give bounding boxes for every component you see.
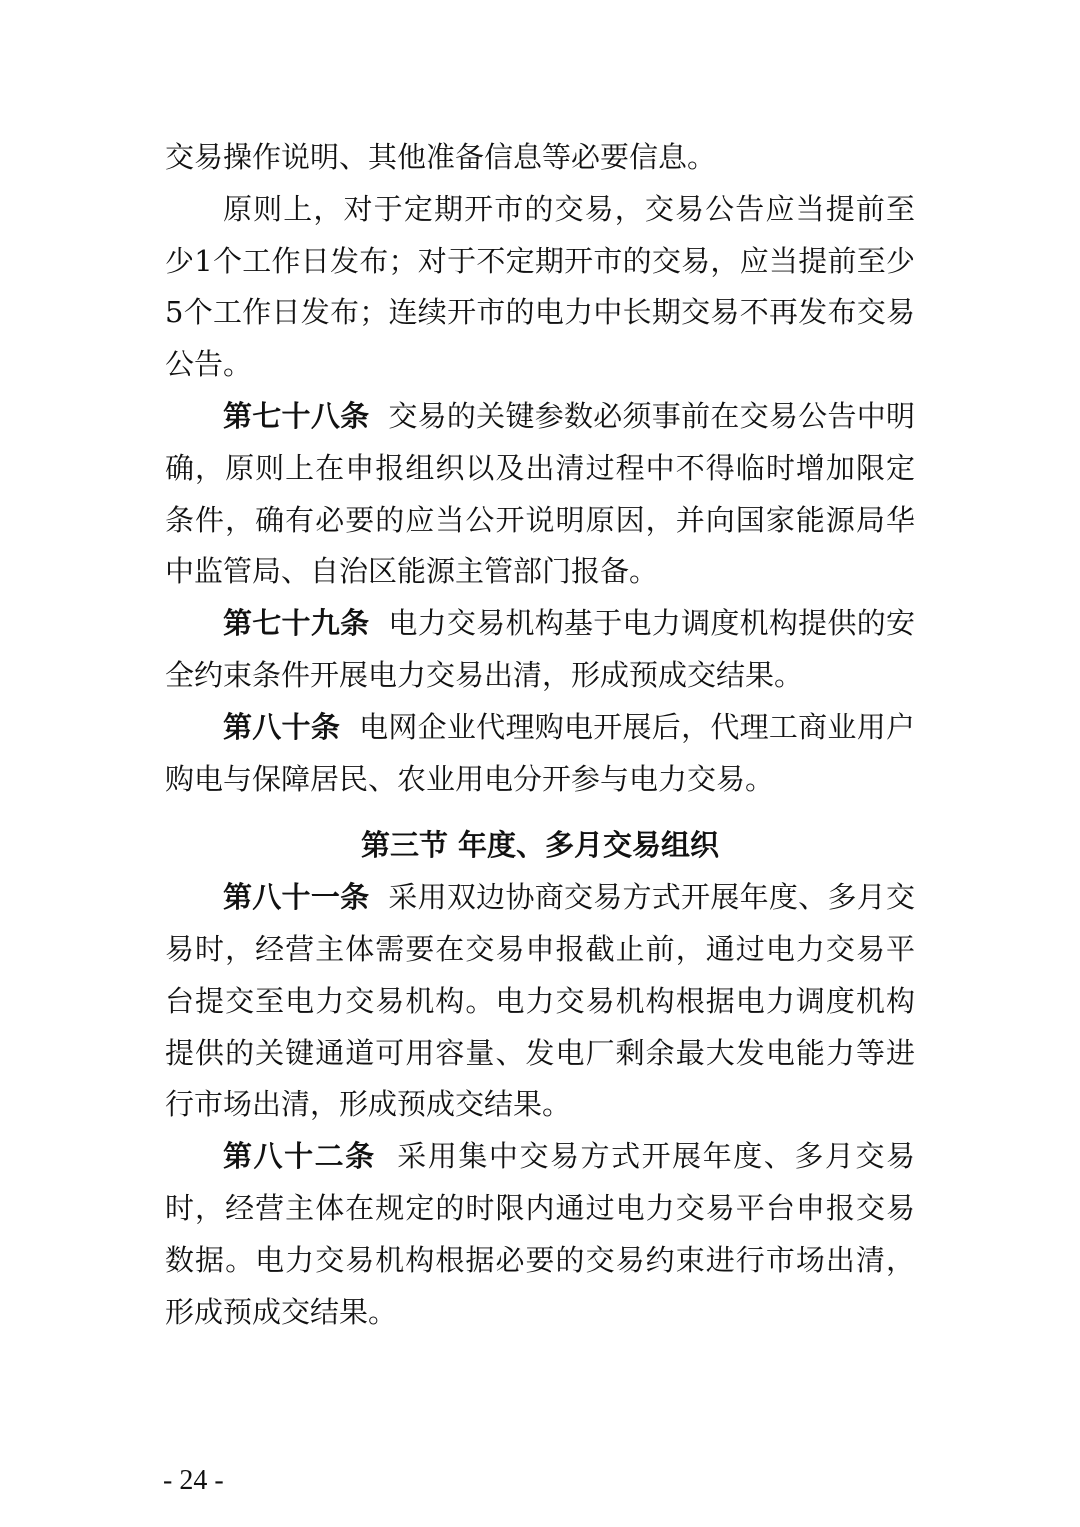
article-80-text: 电网企业代理购电开展后，代理工商业用户购电与保障居民、农业用电分开参与电力交易。 — [165, 709, 915, 796]
article-80-label: 第八十条 — [223, 709, 341, 744]
article-79 — [165, 598, 915, 702]
article-80 — [165, 702, 915, 806]
page-number: - 24 - — [163, 1465, 224, 1496]
article-81-text: 采用双边协商交易方式开展年度、多月交易时，经营主体需要在交易申报截止前，通过电力交易平台提交至电力交易机构。电力交易机构根据电力调度机构提供的关键通道可用容量、发电厂剩余最大发电能力等进行市场出清，形成预成交结果。 — [165, 880, 915, 1122]
article-81-label: 第八十一条 — [223, 880, 370, 915]
article-81 — [165, 872, 915, 1131]
paragraph-announcement-timing: 原则上，对于定期开市的交易，交易公告应当提前至少1个工作日发布；对于不定期开市的交易，应当提前至少5个工作日发布；连续开市的电力中长期交易不再发布交易公告。 — [165, 191, 915, 382]
paragraph-continuation: 交易操作说明、其他准备信息等必要信息。 — [165, 140, 717, 174]
article-82-label: 第八十二条 — [223, 1139, 376, 1174]
article-82 — [165, 1131, 915, 1338]
article-79-label: 第七十九条 — [223, 606, 370, 641]
article-79-text: 电力交易机构基于电力调度机构提供的安全约束条件开展电力交易出清，形成预成交结果。 — [165, 606, 915, 692]
body-text — [165, 132, 915, 1338]
article-78-label: 第七十八条 — [223, 398, 370, 433]
section-heading: 第三节 年度、多月交易组织 — [360, 828, 720, 863]
article-78 — [165, 391, 915, 598]
article-78-text: 交易的关键参数必须事前在交易公告中明确，原则上在申报组织以及出清过程中不得临时增加限定条件，确有必要的应当公开说明原因，并向国家能源局华中监管局、自治区能源主管部门报备。 — [165, 398, 915, 589]
article-82-text: 采用集中交易方式开展年度、多月交易时，经营主体在规定的时限内通过电力交易平台申报交易数据。电力交易机构根据必要的交易约束进行市场出清，形成预成交结果。 — [165, 1139, 915, 1329]
